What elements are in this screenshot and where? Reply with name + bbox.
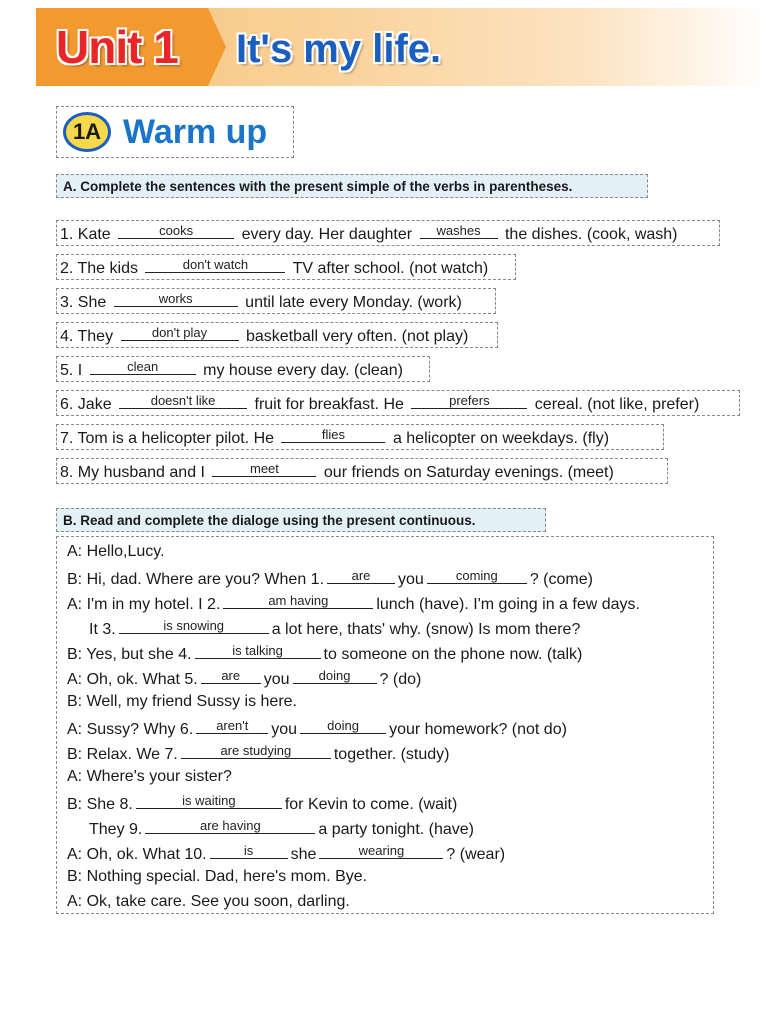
- exercise-item-4: 4. They don't play basketball very often. (not play): [56, 322, 498, 348]
- exercise-item-1: 1. Kate cooks every day. Her daughter washes the dishes. (cook, wash): [56, 220, 720, 246]
- answer-blank[interactable]: prefers: [411, 391, 527, 409]
- answer-blank[interactable]: am having: [223, 591, 373, 609]
- dialogue-line-1: A: Hello,Lucy.: [67, 543, 165, 560]
- dialogue-line-10: A: Where's your sister?: [67, 768, 232, 785]
- lesson-title: Warm up: [123, 112, 268, 151]
- answer-blank[interactable]: aren't: [196, 716, 268, 734]
- answer-blank[interactable]: doing: [293, 666, 377, 684]
- dialogue-line-14: B: Nothing special. Dad, here's mom. Bye.: [67, 868, 368, 885]
- lesson-badge: 1A: [63, 112, 111, 152]
- lesson-heading: [56, 106, 294, 158]
- unit-title: It's my life.: [236, 27, 442, 71]
- answer-blank[interactable]: wearing: [319, 841, 443, 859]
- dialogue-line-9: B: Relax. We 7. are studying together. (study): [67, 743, 450, 763]
- answer-blank[interactable]: doing: [300, 716, 386, 734]
- dialogue-line-8: A: Sussy? Why 6. aren't you doing your homework? (not do): [67, 718, 567, 738]
- unit-label: Unit 1: [56, 21, 178, 73]
- exercise-item-8: 8. My husband and I meet our friends on Saturday evenings. (meet): [56, 458, 668, 484]
- dialogue-line-13: A: Oh, ok. What 10. is she wearing ? (wear): [67, 843, 506, 863]
- dialogue-line-12: They 9. are having a party tonight. (have): [89, 818, 474, 838]
- dialogue-line-4: It 3. is snowing a lot here, thats' why. (snow) Is mom there?: [89, 618, 581, 638]
- unit-arrow-icon: [208, 8, 226, 86]
- answer-blank[interactable]: are: [201, 666, 261, 684]
- answer-blank[interactable]: coming: [427, 566, 527, 584]
- dialogue-line-11: B: She 8. is waiting for Kevin to come. (wait): [67, 793, 458, 813]
- answer-blank[interactable]: are having: [145, 816, 315, 834]
- answer-blank[interactable]: don't play: [121, 323, 239, 341]
- exercise-item-3: 3. She works until late every Monday. (work): [56, 288, 496, 314]
- dialogue-line-7: B: Well, my friend Sussy is here.: [67, 693, 297, 710]
- dialogue-line-6: A: Oh, ok. What 5. are you doing ? (do): [67, 668, 422, 688]
- exercise-item-2: 2. The kids don't watch TV after school. (not watch): [56, 254, 516, 280]
- section-b-instruction: B. Read and complete the dialoge using the present continuous.: [56, 508, 546, 532]
- answer-blank[interactable]: meet: [212, 459, 316, 477]
- dialogue-line-3: A: I'm in my hotel. I 2. am having lunch (have). I'm going in a few days.: [67, 593, 640, 613]
- answer-blank[interactable]: is snowing: [119, 616, 269, 634]
- answer-blank[interactable]: are studying: [181, 741, 331, 759]
- dialogue-line-15: A: Ok, take care. See you soon, darling.: [67, 893, 350, 910]
- answer-blank[interactable]: is talking: [195, 641, 321, 659]
- exercise-item-5: 5. I clean my house every day. (clean): [56, 356, 430, 382]
- answer-blank[interactable]: is: [210, 841, 288, 859]
- section-a-instruction: A. Complete the sentences with the present simple of the verbs in parentheses.: [56, 174, 648, 198]
- dialogue-box: [56, 536, 714, 914]
- answer-blank[interactable]: flies: [281, 425, 385, 443]
- answer-blank[interactable]: works: [114, 289, 238, 307]
- dialogue-line-5: B: Yes, but she 4. is talking to someone on the phone now. (talk): [67, 643, 583, 663]
- dialogue-line-2: B: Hi, dad. Where are you? When 1. are you coming ? (come): [67, 568, 593, 588]
- answer-blank[interactable]: washes: [420, 221, 498, 239]
- answer-blank[interactable]: clean: [90, 357, 196, 375]
- answer-blank[interactable]: are: [327, 566, 395, 584]
- answer-blank[interactable]: don't watch: [145, 255, 285, 273]
- answer-blank[interactable]: doesn't like: [119, 391, 247, 409]
- exercise-item-6: 6. Jake doesn't like fruit for breakfast. He prefers cereal. (not like, prefer): [56, 390, 740, 416]
- answer-blank[interactable]: cooks: [118, 221, 234, 239]
- answer-blank[interactable]: is waiting: [136, 791, 282, 809]
- exercise-item-7: 7. Tom is a helicopter pilot. He flies a helicopter on weekdays. (fly): [56, 424, 664, 450]
